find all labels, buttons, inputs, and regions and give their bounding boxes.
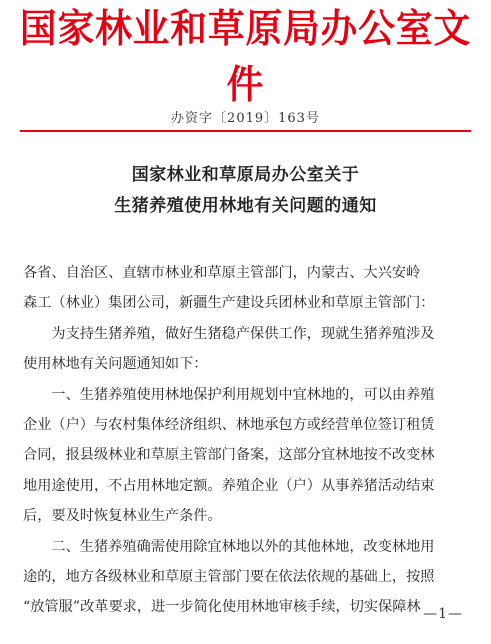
body-line: 各省、自治区、直辖市林业和草原主管部门，内蒙古、大兴安岭 xyxy=(23,265,421,281)
body-line: 二、生猪养殖确需使用除宜林地以外的其他林地，改变林地用 xyxy=(23,538,435,555)
body-line: 一、生猪养殖使用林地保护利用规划中宜林地的，可以由养殖 xyxy=(23,386,435,403)
page-number: —1— xyxy=(423,606,463,622)
body-line: 森工（林业）集团公司，新疆生产建设兵团林业和草原主管部门： xyxy=(23,295,435,312)
body-line: 企业（户）与农村集体经济组织、林地承包方或经营单位签订租赁 xyxy=(23,417,435,434)
body-line: 合同，报县级林业和草原主管部门备案，这部分宜林地按不改变林 xyxy=(23,447,435,464)
red-divider-line xyxy=(20,130,471,132)
body-line: “放管服”改革要求，进一步简化使用林地审核手续，切实保障林 xyxy=(23,599,421,616)
body-line: 为支持生猪养殖，做好生猪稳产保供工作，现就生猪养殖涉及 xyxy=(23,325,435,342)
document-title-line-1: 国家林业和草原局办公室关于 xyxy=(131,165,360,185)
body-line: 使用林地有关问题通知如下： xyxy=(23,356,208,373)
body-line: 途的，地方各级林业和草原主管部门要在依法依规的基础上，按照 xyxy=(23,569,435,586)
document-body xyxy=(23,258,468,623)
body-line: 后，要及时恢复林业生产条件。 xyxy=(23,508,222,525)
body-line: 地用途使用，不占用林地定额。养殖企业（户）从事养猪活动结束 xyxy=(23,477,435,494)
document-number: 办资字〔2019〕163号 xyxy=(171,111,320,126)
document-title-line-2: 生猪养殖使用林地有关问题的通知 xyxy=(114,196,377,216)
issuer-header: 国家林业和草原局办公室文件 xyxy=(19,7,472,108)
